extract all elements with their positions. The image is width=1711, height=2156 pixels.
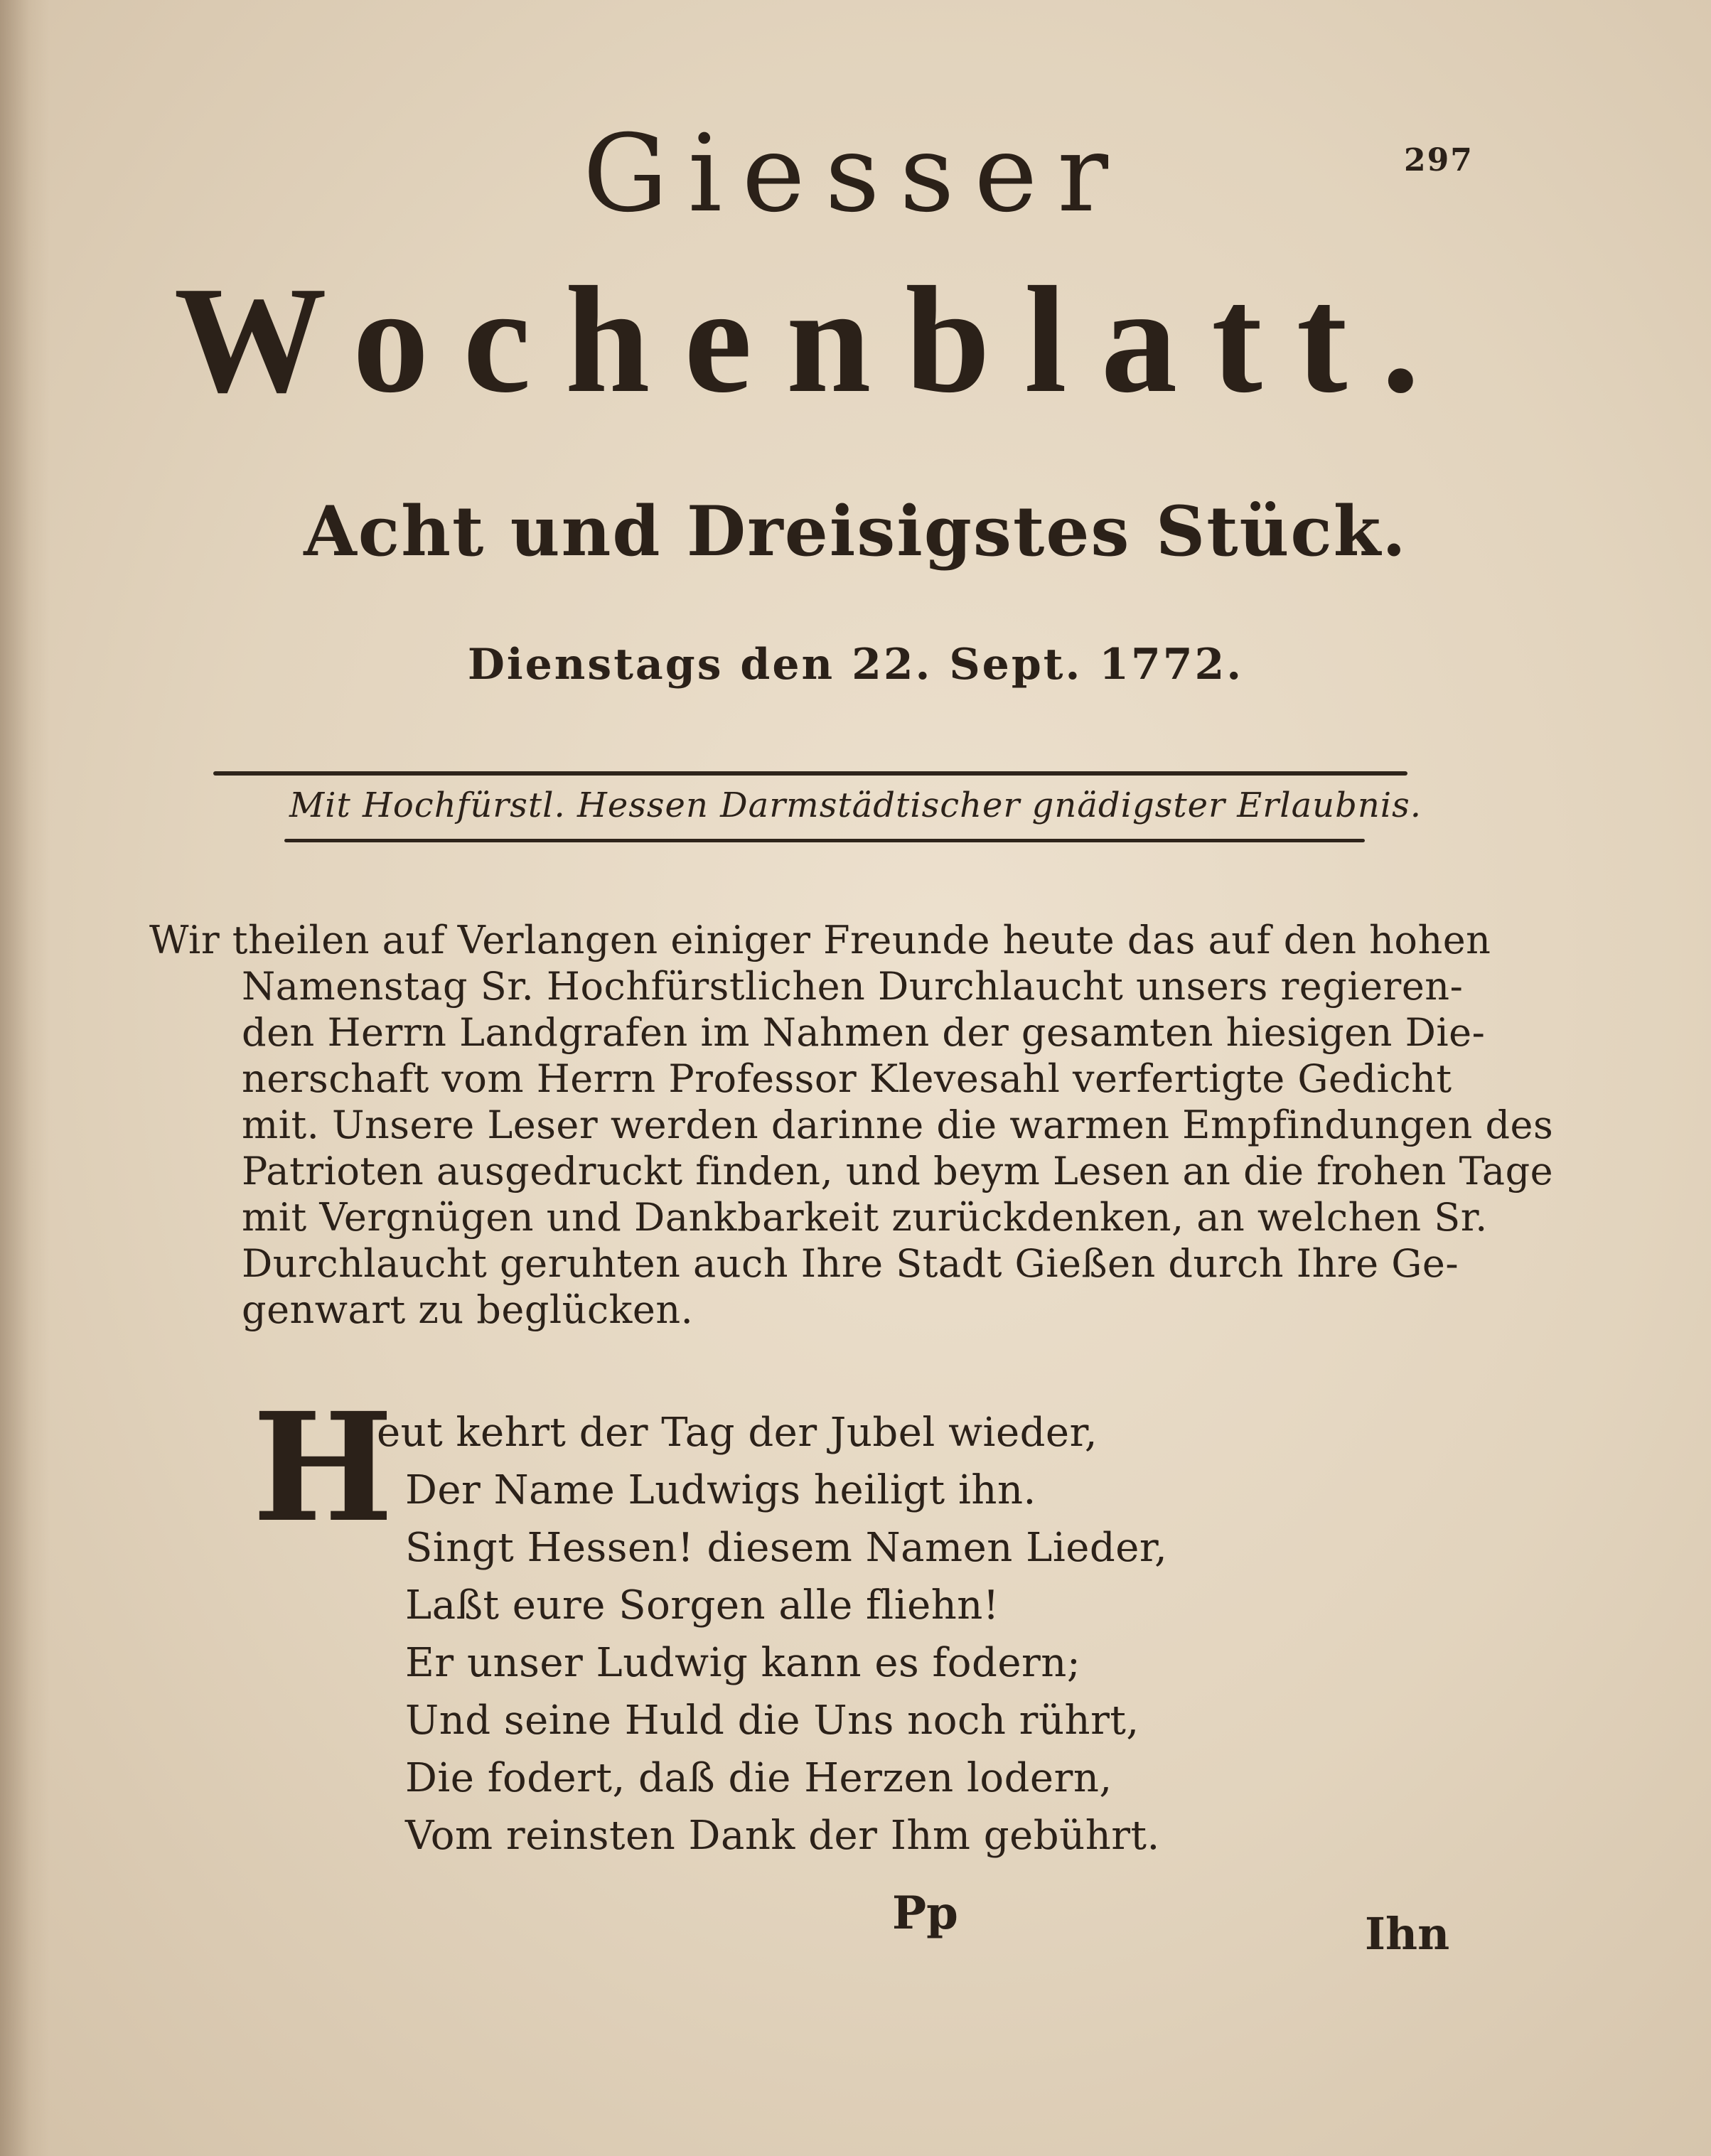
divider-rule-bottom: [284, 839, 1365, 842]
poem-line: Laßt eure Sorgen alle fliehn!: [405, 1582, 999, 1629]
intro-line: nerschaft vom Herrn Professor Klevesahl verfertigte Gedicht: [242, 1056, 1452, 1101]
issue-date: Dienstags den 22. Sept. 1772.: [467, 640, 1244, 690]
poem-stanza: [377, 1404, 1301, 1865]
masthead-title-line2: Wochenblatt.: [173, 254, 1454, 424]
poem-dropcap: H: [252, 1380, 394, 1555]
catchword: Ihn: [1365, 1908, 1450, 1960]
privilege-notice: Mit Hochfürstl. Hessen Darmstädtischer gnädigster Erlaubnis.: [289, 785, 1422, 825]
poem-line: Und seine Huld die Uns noch rührt,: [405, 1698, 1139, 1744]
intro-line: den Herrn Landgrafen im Nahmen der gesamten hiesigen Die-: [242, 1010, 1486, 1055]
poem-line: Er unser Ludwig kann es fodern;: [405, 1640, 1081, 1686]
intro-paragraph: [149, 917, 1554, 1333]
intro-line: Wir theilen auf Verlangen einiger Freunde heute das auf den hohen: [149, 918, 1491, 962]
poem-line: Der Name Ludwigs heiligt ihn.: [405, 1467, 1036, 1513]
intro-line: genwart zu beglücken.: [242, 1287, 694, 1332]
intro-line: Namenstag Sr. Hochfürstlichen Durchlaucht unsers regieren-: [242, 964, 1464, 1009]
intro-line: Patrioten ausgedruckt finden, und beym Lesen an die frohen Tage: [242, 1149, 1554, 1194]
divider-rule-top: [213, 771, 1407, 776]
poem-line: Die fodert, daß die Herzen lodern,: [405, 1755, 1112, 1801]
poem-line: eut kehrt der Tag der Jubel wieder,: [377, 1410, 1098, 1456]
issue-title: Acht und Dreisigstes Stück.: [304, 491, 1407, 572]
masthead-title-line1: Giesser: [583, 112, 1128, 236]
page-number: 297: [1404, 142, 1474, 178]
intro-line: Durchlaucht geruhten auch Ihre Stadt Gießen durch Ihre Ge-: [242, 1241, 1459, 1286]
intro-line: mit Vergnügen und Dankbarkeit zurückdenken, an welchen Sr.: [242, 1195, 1488, 1240]
poem-line: Vom reinsten Dank der Ihm gebührt.: [405, 1813, 1160, 1859]
binding-shadow: [0, 0, 50, 2156]
poem-line: Singt Hessen! diesem Namen Lieder,: [405, 1525, 1168, 1571]
intro-line: mit. Unsere Leser werden darinne die warmen Empfindungen des: [242, 1103, 1554, 1147]
printer-signature-mark: Pp: [892, 1887, 958, 1940]
